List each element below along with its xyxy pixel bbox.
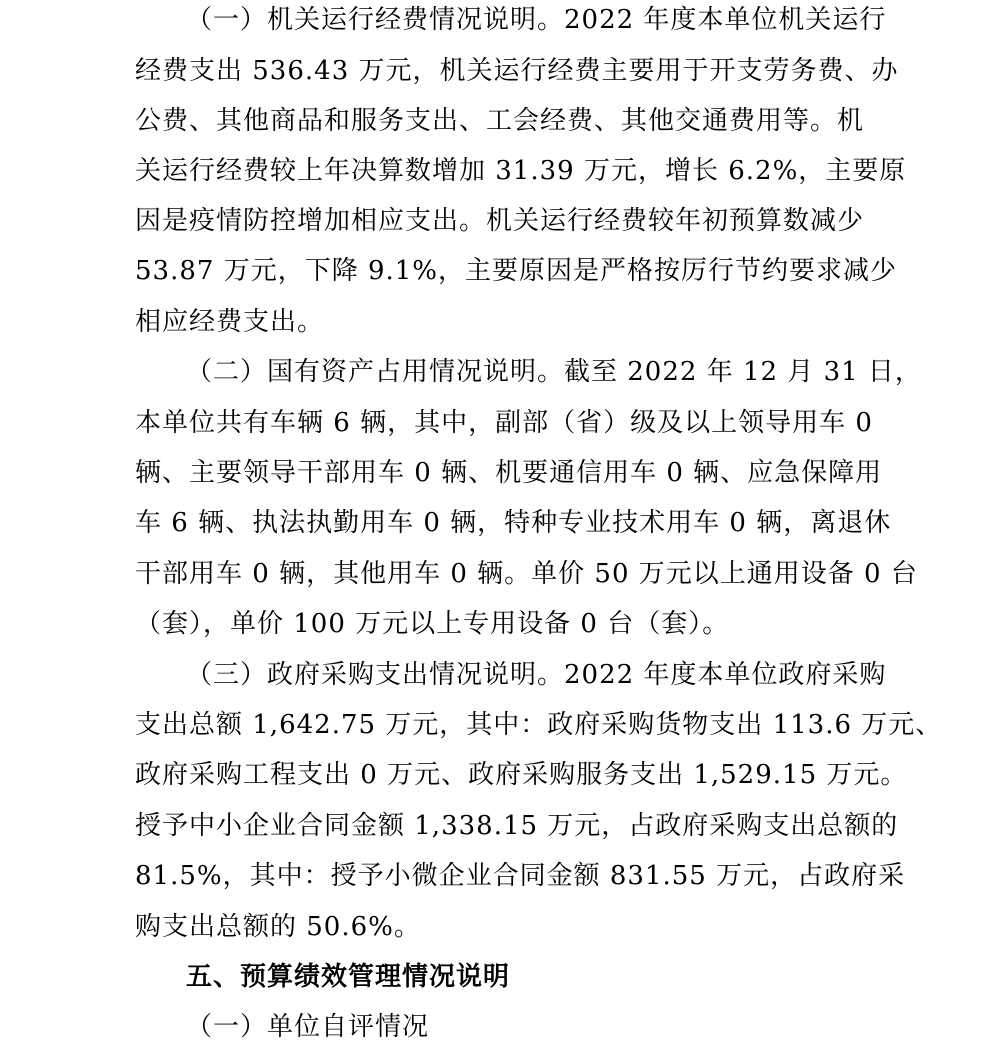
paragraph-line: 干部用车 0 辆，其他用车 0 辆。单价 50 万元以上通用设备 0 台 — [135, 559, 918, 589]
paragraph-line: 辆、主要领导干部用车 0 辆、机要通信用车 0 辆、应急保障用 — [135, 458, 883, 488]
paragraph-line: （三）政府采购支出情况说明。2022 年度本单位政府采购 — [186, 660, 887, 690]
paragraph-line: 政府采购工程支出 0 万元、政府采购服务支出 1,529.15 万元。 — [135, 760, 908, 790]
paragraph-line: 81.5%，其中：授予小微企业合同金额 831.55 万元，占政府采 — [135, 861, 906, 891]
section-heading: 五、预算绩效管理情况说明 — [186, 962, 511, 992]
paragraph-line: 授予中小企业合同金额 1,338.15 万元，占政府采购支出总额的 — [135, 811, 899, 841]
paragraph-line: 53.87 万元，下降 9.1%，主要原因是严格按厉行节约要求减少 — [135, 256, 898, 286]
paragraph-line: 支出总额 1,642.75 万元，其中：政府采购货物支出 113.6 万元、 — [135, 710, 943, 740]
paragraph-line: 相应经费支出。 — [135, 307, 325, 337]
paragraph-line: 关运行经费较上年决算数增加 31.39 万元，增长 6.2%，主要原 — [135, 156, 907, 186]
paragraph-line: 购支出总额的 50.6%。 — [135, 912, 421, 942]
paragraph-line: 本单位共有车辆 6 辆，其中，副部（省）级及以上领导用车 0 — [135, 408, 873, 438]
paragraph-line: 公费、其他商品和服务支出、工会经费、其他交通费用等。机 — [135, 106, 865, 136]
subsection-title: （一）单位自评情况 — [186, 1012, 430, 1042]
paragraph-line: 因是疫情防控增加相应支出。机关运行经费较年初预算数减少 — [135, 206, 865, 236]
paragraph-line: （一）机关运行经费情况说明。2022 年度本单位机关运行 — [186, 5, 887, 35]
paragraph-line: 车 6 辆、执法执勤用车 0 辆，特种专业技术用车 0 辆，离退休 — [135, 508, 892, 538]
paragraph-line: （二）国有资产占用情况说明。截至 2022 年 12 月 31 日， — [186, 357, 922, 387]
paragraph-line: （套），单价 100 万元以上专用设备 0 台（套）。 — [135, 609, 730, 639]
paragraph-line: 经费支出 536.43 万元，机关运行经费主要用于开支劳务费、办 — [135, 56, 899, 86]
